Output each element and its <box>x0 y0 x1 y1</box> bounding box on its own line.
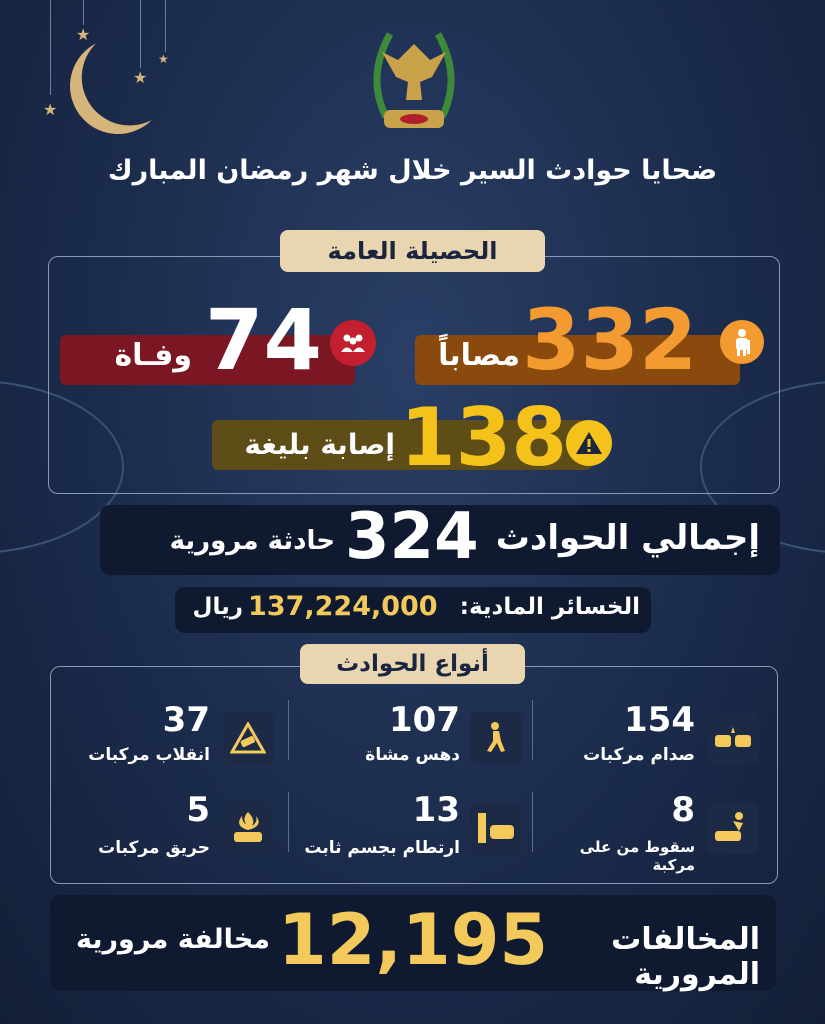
fire-count: 5 <box>186 790 210 830</box>
fire-label: حريق مركبات <box>98 838 210 858</box>
crescent-moon-icon <box>56 24 179 147</box>
vehicle-rollover-icon <box>222 712 274 764</box>
divider <box>532 700 533 760</box>
total-accidents-count: 324 <box>345 500 479 574</box>
violations-label: المخالفات المرورية <box>611 922 760 992</box>
types-section-label: أنواع الحوادث <box>300 644 525 684</box>
losses-label: الخسائر المادية: <box>459 594 640 620</box>
injured-label: مصاباً <box>438 338 520 373</box>
star-icon: ★ <box>76 25 91 44</box>
fall-label: سقوط من على مركبة <box>579 838 695 874</box>
warning-icon <box>566 420 612 466</box>
fixed-object-label: ارتطام بجسم ثابت <box>304 838 460 858</box>
people-group-icon <box>330 320 376 366</box>
vehicle-fire-icon <box>222 802 274 854</box>
fixed-object-crash-icon <box>470 802 522 854</box>
injured-person-icon <box>720 320 764 364</box>
deaths-label: وفـاة <box>114 338 192 373</box>
star-icon: ★ <box>43 100 58 119</box>
general-section-label: الحصيلة العامة <box>280 230 545 272</box>
falcon-emblem-icon <box>368 22 460 142</box>
vehicle-collision-icon <box>707 712 759 764</box>
deaths-count: 74 <box>205 291 322 389</box>
total-accidents-unit: حادثة مرورية <box>169 526 335 556</box>
collision-count: 154 <box>624 700 695 740</box>
collision-label: صدام مركبات <box>583 745 695 765</box>
hanging-string <box>50 0 51 95</box>
injured-count: 332 <box>522 291 698 389</box>
total-accidents-label: إجمالي الحوادث <box>495 518 760 558</box>
serious-label: إصابة بليغة <box>244 428 395 461</box>
violations-unit: مخالفة مرورية <box>75 924 270 955</box>
star-icon: ★ <box>158 52 169 66</box>
fixed-object-count: 13 <box>412 790 460 830</box>
losses-unit: ريال <box>192 594 243 620</box>
rollover-label: انقلاب مركبات <box>88 745 210 765</box>
rollover-count: 37 <box>162 700 210 740</box>
divider <box>288 700 289 760</box>
violations-count: 12,195 <box>278 899 549 981</box>
fall-count: 8 <box>671 790 695 830</box>
hanging-string <box>165 0 166 52</box>
losses-value: 137,224,000 <box>248 591 438 622</box>
pedestrian-label: دهس مشاة <box>365 745 460 765</box>
pedestrian-count: 107 <box>389 700 460 740</box>
fall-from-vehicle-icon <box>707 802 759 854</box>
star-icon: ★ <box>133 68 148 87</box>
pedestrian-hit-icon <box>470 712 522 764</box>
hanging-string <box>83 0 84 25</box>
divider <box>288 792 289 852</box>
divider <box>532 792 533 852</box>
page-title: ضحايا حوادث السير خلال شهر رمضان المبارك <box>107 155 718 186</box>
serious-count: 138 <box>400 391 567 484</box>
